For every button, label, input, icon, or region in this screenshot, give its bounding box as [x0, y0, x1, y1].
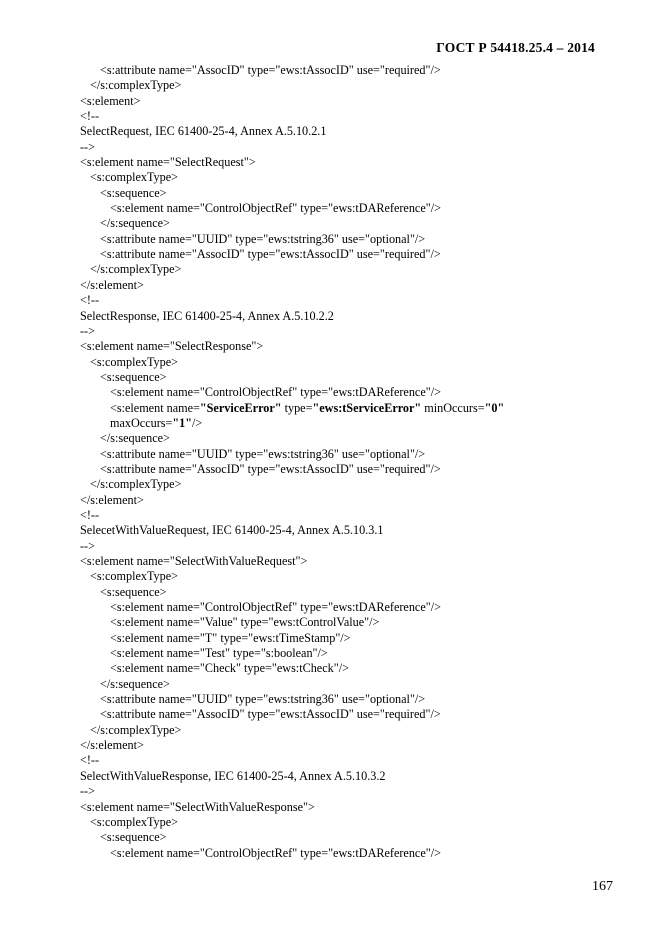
code-token: <s:attribute name="UUID" type="ews:tstring36" use="optional"/> [100, 446, 426, 461]
code-line [80, 385, 600, 400]
code-line [80, 232, 600, 247]
document-header: ГОСТ Р 54418.25.4 – 2014 [436, 40, 595, 55]
code-token: <!-- [80, 507, 100, 522]
code-token: <s:element name="Value" type="ews:tControlValue"/> [110, 615, 380, 630]
code-token: </s:complexType> [90, 477, 182, 492]
code-token: <s:attribute name="AssocID" type="ews:tAssocID" use="required"/> [100, 247, 441, 262]
code-line [80, 769, 600, 784]
code-token: minOccurs= [421, 400, 485, 415]
code-token: </s:sequence> [100, 431, 170, 446]
code-line [80, 615, 600, 630]
code-token: <s:sequence> [100, 185, 167, 200]
code-line [80, 569, 600, 584]
code-token: </s:sequence> [100, 216, 170, 231]
code-line [80, 723, 600, 738]
code-token: <s:element name="SelectWithValueRequest"> [80, 554, 308, 568]
code-line [80, 462, 600, 477]
code-token: </s:element> [80, 738, 144, 753]
code-token: <s:attribute name="UUID" type="ews:tstring36" use="optional"/> [100, 231, 426, 246]
code-token: <s:element name="ControlObjectRef" type="ews:tDAReference"/> [110, 600, 441, 615]
code-token: /> [192, 415, 203, 430]
code-token: --> [80, 323, 95, 338]
code-line [80, 94, 600, 109]
code-token: <s:element name="T" type="ews:tTimeStamp"/> [110, 630, 351, 645]
code-line [80, 309, 600, 324]
code-line [80, 63, 600, 78]
code-line [80, 815, 600, 830]
code-line [80, 186, 600, 201]
code-token: <s:sequence> [100, 369, 167, 384]
code-token-bold: "ServiceError" [199, 400, 282, 415]
xml-schema-listing [80, 63, 600, 861]
code-line [80, 278, 600, 293]
code-line [80, 846, 600, 861]
code-token: <s:complexType> [90, 569, 179, 584]
code-line [80, 539, 600, 554]
code-line [80, 738, 600, 753]
code-line [80, 523, 600, 538]
code-line [80, 140, 600, 155]
code-token: <s:complexType> [90, 170, 179, 185]
code-line [80, 753, 600, 768]
code-token: </s:sequence> [100, 676, 170, 691]
code-line [80, 370, 600, 385]
code-line [80, 124, 600, 139]
code-line [80, 416, 600, 431]
code-token: type= [281, 400, 313, 415]
code-token-bold: "ews:tServiceError" [312, 400, 422, 415]
code-token: <!-- [80, 753, 100, 768]
code-token: <s:element name="ControlObjectRef" type="ews:tDAReference"/> [110, 845, 441, 860]
code-line [80, 201, 600, 216]
code-token: <s:sequence> [100, 584, 167, 599]
code-line [80, 293, 600, 308]
code-line [80, 477, 600, 492]
code-token: <s:element name="SelectRequest"> [80, 155, 256, 170]
code-token: <!-- [80, 293, 100, 308]
code-token: <s:element> [80, 93, 141, 108]
code-line [80, 554, 600, 569]
code-token: <s:complexType> [90, 814, 179, 829]
code-line [80, 707, 600, 722]
code-token: --> [80, 784, 95, 799]
code-line [80, 155, 600, 170]
code-token: </s:complexType> [90, 722, 182, 737]
code-token: <s:element name= [110, 400, 200, 415]
code-line [80, 216, 600, 231]
code-line [80, 78, 600, 93]
code-token: </s:complexType> [90, 262, 182, 277]
code-line [80, 784, 600, 799]
code-token: <s:element name="ControlObjectRef" type="ews:tDAReference"/> [110, 201, 441, 216]
code-line [80, 262, 600, 277]
code-token: SelectResponse, IEC 61400-25-4, Annex A.5.10.2.2 [80, 308, 334, 323]
code-line [80, 508, 600, 523]
code-token: <s:attribute name="AssocID" type="ews:tAssocID" use="required"/> [100, 63, 441, 77]
code-token: <s:attribute name="AssocID" type="ews:tAssocID" use="required"/> [100, 461, 441, 476]
code-token: </s:complexType> [90, 78, 182, 93]
code-line [80, 447, 600, 462]
code-line [80, 646, 600, 661]
code-line [80, 355, 600, 370]
code-line [80, 247, 600, 262]
code-token: <s:element name="SelectWithValueResponse"> [80, 799, 315, 814]
code-token: <s:attribute name="AssocID" type="ews:tAssocID" use="required"/> [100, 707, 441, 722]
code-token: <s:element name="Check" type="ews:tCheck"/> [110, 661, 349, 676]
code-token: <s:element name="Test" type="s:boolean"/> [110, 646, 328, 661]
code-token: <!-- [80, 109, 100, 124]
code-line [80, 631, 600, 646]
code-token: SelectWithValueResponse, IEC 61400-25-4, Annex A.5.10.3.2 [80, 768, 386, 783]
code-token: <s:sequence> [100, 830, 167, 845]
code-line [80, 830, 600, 845]
code-token: </s:element> [80, 492, 144, 507]
code-token: maxOccurs= [110, 415, 173, 430]
code-line [80, 431, 600, 446]
code-line [80, 600, 600, 615]
code-token: </s:element> [80, 277, 144, 292]
code-token-bold: "1" [172, 415, 193, 430]
code-token: --> [80, 538, 95, 553]
code-line [80, 109, 600, 124]
code-token: SelectRequest, IEC 61400-25-4, Annex A.5.10.2.1 [80, 124, 327, 139]
code-token: <s:element name="SelectResponse"> [80, 339, 264, 354]
page-number: 167 [592, 879, 613, 894]
code-line [80, 677, 600, 692]
code-token: <s:attribute name="UUID" type="ews:tstring36" use="optional"/> [100, 692, 426, 707]
code-token-bold: "0" [484, 400, 505, 415]
code-line [80, 493, 600, 508]
code-token: <s:complexType> [90, 354, 179, 369]
code-token: --> [80, 139, 95, 154]
code-line [80, 585, 600, 600]
code-line [80, 339, 600, 354]
code-line [80, 401, 600, 416]
code-line [80, 324, 600, 339]
code-line [80, 170, 600, 185]
code-token: SelecetWithValueRequest, IEC 61400-25-4, Annex A.5.10.3.1 [80, 523, 384, 538]
code-token: <s:element name="ControlObjectRef" type="ews:tDAReference"/> [110, 385, 441, 400]
code-line [80, 800, 600, 815]
code-line [80, 661, 600, 676]
code-line [80, 692, 600, 707]
